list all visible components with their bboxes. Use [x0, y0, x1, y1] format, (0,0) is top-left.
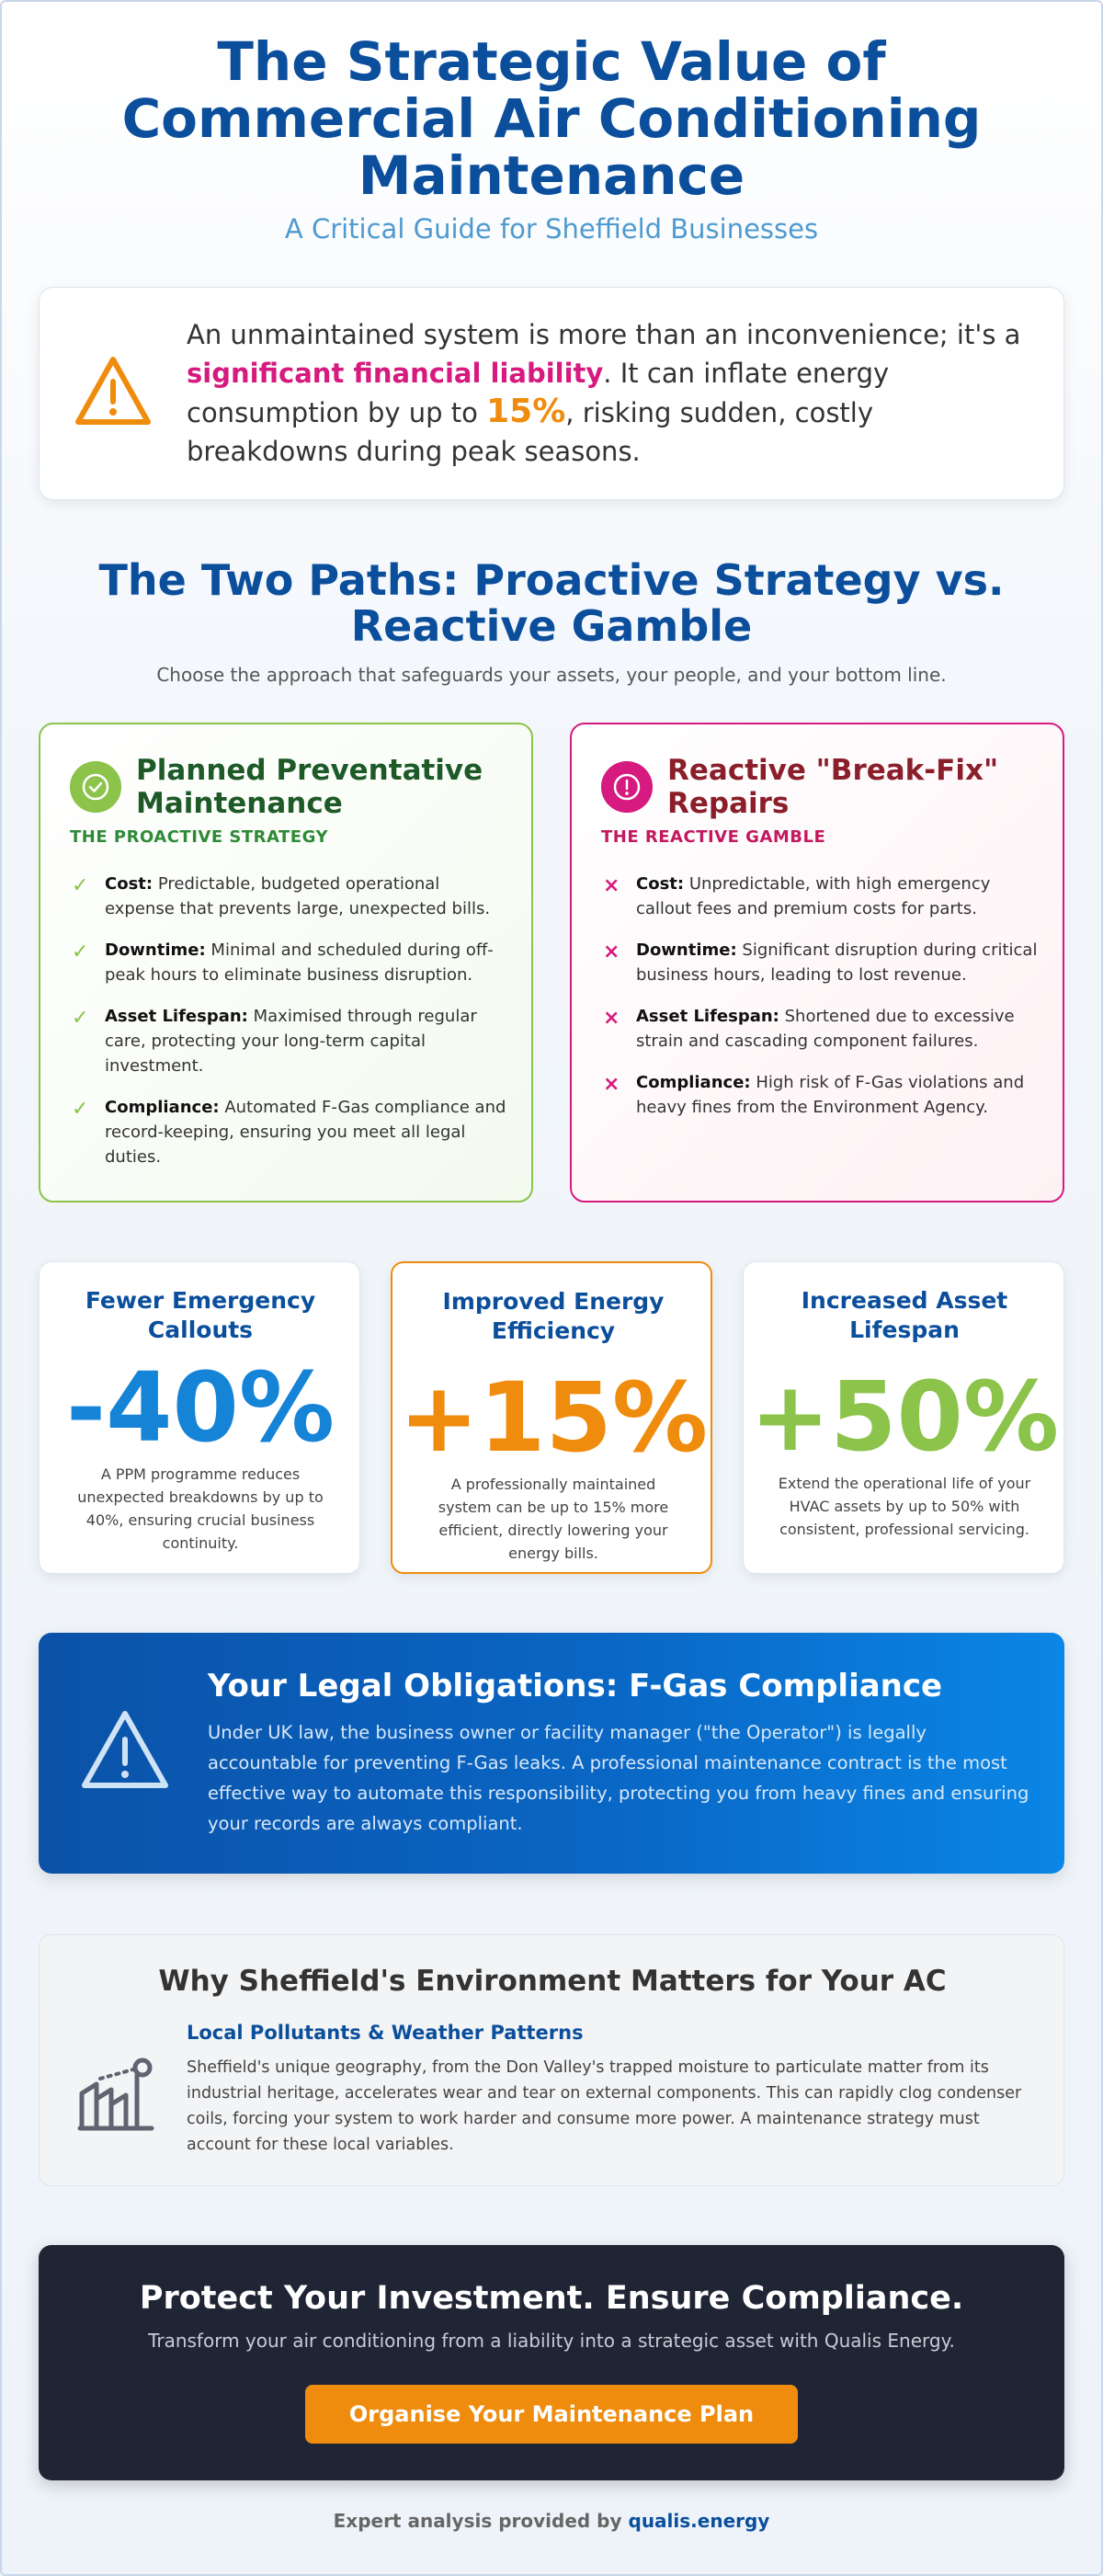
- alert-highlight-liability: significant financial liability: [187, 358, 604, 389]
- qualis-energy-link[interactable]: qualis.energy: [628, 2510, 770, 2532]
- reactive-item-label: Asset Lifespan:: [636, 1007, 779, 1026]
- warning-triangle-icon: [77, 1706, 173, 1795]
- reactive-card-tag: THE REACTIVE GAMBLE: [601, 827, 826, 847]
- cross-mark-icon: ×: [603, 940, 620, 963]
- environment-title: Why Sheffield's Environment Matters for Your AC: [158, 1965, 947, 1998]
- proactive-item-label: Asset Lifespan:: [105, 1007, 248, 1026]
- reactive-gamble-card: [570, 723, 1064, 1203]
- stat-card-lifespan: [743, 1261, 1064, 1574]
- fgas-text: Under UK law, the business owner or facility manager ("the Operator") is legally accountable for preventing F-Gas leaks. A professional maintenance contract is the most effective way to automate this responsibility, protecting you from heavy fines and ensuring your records are always compliant.: [208, 1722, 1029, 1834]
- stat-description: A professionally maintained system can be up to 15% more efficient, directly lowering your energy bills.: [438, 1476, 669, 1562]
- stat-description: Extend the operational life of your HVAC assets by up to 50% with consistent, professional servicing.: [778, 1475, 1031, 1538]
- proactive-item-downtime: [70, 938, 509, 987]
- reactive-item-lifespan: [601, 1004, 1040, 1054]
- stat-label: Improved Energy Efficiency: [442, 1288, 665, 1344]
- check-circle-icon: [70, 761, 121, 813]
- liability-alert-card: [39, 287, 1064, 500]
- proactive-benefit-list: [70, 872, 509, 1186]
- two-paths-title: The Two Paths: Proactive Strategy vs. Reactive Gamble: [98, 555, 1005, 651]
- stat-value: +50%: [749, 1361, 1060, 1473]
- footer-prefix: Expert analysis provided by: [333, 2510, 629, 2532]
- reactive-item-downtime: [601, 938, 1040, 987]
- alert-text-middle: . It can inflate energy consumption by up to: [187, 358, 890, 428]
- page-title: The Strategic Value of Commercial Air Conditioning Maintenance: [121, 30, 982, 207]
- proactive-strategy-card: [39, 723, 533, 1203]
- reactive-item-cost: [601, 872, 1040, 921]
- reactive-risk-list: [601, 872, 1040, 1136]
- reactive-item-compliance: [601, 1070, 1040, 1120]
- reactive-card-title: Reactive "Break-Fix" Repairs: [667, 754, 999, 820]
- warning-triangle-icon: [71, 350, 155, 435]
- cta-title: Protect Your Investment. Ensure Compliance.: [139, 2280, 964, 2317]
- liability-alert-text: [187, 315, 1032, 471]
- fgas-compliance-banner: [39, 1633, 1064, 1874]
- stat-card-callouts: [39, 1261, 360, 1574]
- alert-highlight-percent: 15%: [486, 393, 566, 430]
- page-header: [0, 30, 1103, 245]
- proactive-item-text: Maximised through regular care, protecting your long-term capital investment.: [105, 1007, 477, 1076]
- two-paths-header: [0, 557, 1103, 686]
- stat-description: A PPM programme reduces unexpected breakdowns by up to 40%, ensuring crucial business continuity.: [77, 1465, 324, 1552]
- stat-label: Fewer Emergency Callouts: [85, 1287, 316, 1343]
- reactive-item-text: Significant disruption during critical business hours, leading to lost revenue.: [636, 940, 1038, 985]
- proactive-item-label: Cost:: [105, 874, 154, 894]
- proactive-item-compliance: [70, 1095, 509, 1169]
- call-to-action-panel: [39, 2245, 1064, 2480]
- reactive-item-text: Shortened due to excessive strain and cascading component failures.: [636, 1007, 1015, 1051]
- reactive-item-text: Unpredictable, with high emergency callout fees and premium costs for parts.: [636, 874, 991, 918]
- reactive-item-label: Downtime:: [636, 940, 737, 960]
- check-mark-icon: ✓: [72, 874, 89, 897]
- check-mark-icon: ✓: [72, 1098, 89, 1121]
- alert-text-before: An unmaintained system is more than an inconvenience; it's a: [187, 319, 1021, 350]
- proactive-card-tag: THE PROACTIVE STRATEGY: [70, 827, 329, 847]
- proactive-item-text: Automated F-Gas compliance and record-keeping, ensuring you meet all legal duties.: [105, 1098, 506, 1167]
- cross-mark-icon: ×: [603, 1073, 620, 1096]
- stat-label: Increased Asset Lifespan: [801, 1287, 1008, 1343]
- page-subtitle: A Critical Guide for Sheffield Businesses: [284, 213, 819, 245]
- alert-text-after: , risking sudden, costly breakdowns during peak seasons.: [187, 397, 874, 467]
- proactive-card-title: Planned Preventative Maintenance: [136, 754, 483, 820]
- proactive-item-lifespan: [70, 1004, 509, 1078]
- environment-subtitle: Local Pollutants & Weather Patterns: [187, 2022, 584, 2044]
- two-paths-subtitle: Choose the approach that safeguards your assets, your people, and your bottom line.: [156, 664, 947, 686]
- proactive-item-label: Downtime:: [105, 940, 206, 960]
- reactive-item-label: Cost:: [636, 874, 685, 894]
- reactive-item-text: High risk of F-Gas violations and heavy fines from the Environment Agency.: [636, 1073, 1025, 1117]
- sheffield-environment-card: [39, 1934, 1064, 2186]
- industrial-pollution-icon: [73, 2051, 159, 2137]
- fgas-title: Your Legal Obligations: F-Gas Compliance: [208, 1668, 943, 1704]
- page-footer: [0, 2510, 1103, 2532]
- stat-value: +15%: [398, 1362, 709, 1474]
- proactive-item-text: Minimal and scheduled during off-peak hours to eliminate business disruption.: [105, 940, 494, 985]
- alert-circle-icon: [601, 761, 653, 813]
- proactive-item-text: Predictable, budgeted operational expense that prevents large, unexpected bills.: [105, 874, 491, 918]
- proactive-item-cost: [70, 872, 509, 921]
- environment-text: Sheffield's unique geography, from the Don Valley's trapped moisture to particulate matter from its industrial heritage, accelerates wear and tear on external components. This can rapidly clog condenser coils, forcing your system to work harder and consume more power. A maintenance strategy must account for these local variables.: [187, 2058, 1022, 2154]
- reactive-item-label: Compliance:: [636, 1073, 751, 1092]
- proactive-item-label: Compliance:: [105, 1098, 220, 1117]
- stat-value: -40%: [65, 1351, 335, 1464]
- check-mark-icon: ✓: [72, 1007, 89, 1030]
- check-mark-icon: ✓: [72, 940, 89, 963]
- stat-card-energy: [391, 1261, 712, 1574]
- cross-mark-icon: ×: [603, 874, 620, 897]
- cta-subtitle: Transform your air conditioning from a liability into a strategic asset with Qualis Energy.: [148, 2330, 955, 2352]
- cross-mark-icon: ×: [603, 1007, 620, 1030]
- organise-maintenance-plan-button[interactable]: Organise Your Maintenance Plan: [305, 2385, 798, 2444]
